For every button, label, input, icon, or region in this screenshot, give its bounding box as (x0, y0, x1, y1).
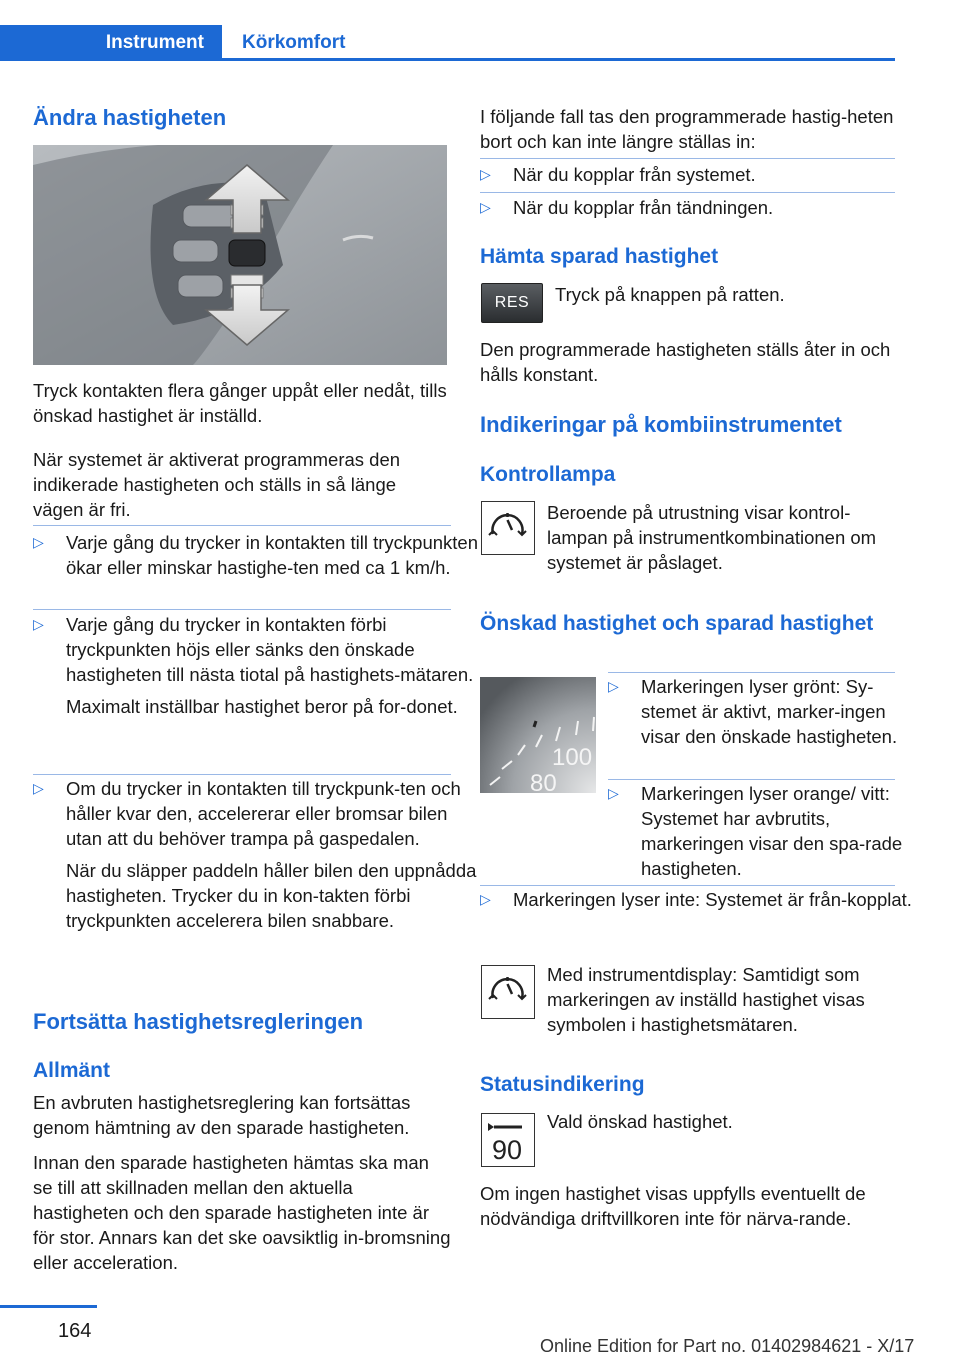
list-item (33, 612, 484, 719)
divider (33, 609, 451, 610)
divider (33, 774, 451, 775)
list-item (480, 162, 928, 187)
text-general: En avbruten hastighetsreglering kan fortsättas genom hämtning av den sparade hastigheten. (33, 1092, 411, 1138)
list-item (480, 887, 928, 912)
heading-continue: Fortsätta hastighetsregleringen (33, 1009, 364, 1034)
list-item-text: Varje gång du trycker in kontakten förbi tryckpunkten höjs eller sänks den önskade hastigheten till nästa tiotal på hastighets-mätaren. (66, 614, 474, 685)
text-restored: Den programmerade hastigheten ställs åter in och hålls konstant. (480, 339, 891, 385)
bullet-triangle-icon: ▷ (33, 534, 44, 550)
gauge-label-80: 80 (530, 770, 557, 793)
divider (608, 672, 895, 673)
list-item (33, 530, 484, 580)
res-button-icon (481, 283, 543, 323)
list-item (33, 776, 484, 933)
footer-edition: Online Edition for Part no. 01402984621 - X/17 (540, 1336, 915, 1356)
text-press-rocker: Tryck kontakten flera gånger uppåt eller nedåt, tills önskad hastighet är inställd. (33, 380, 447, 426)
heading-change-speed: Ändra hastigheten (33, 105, 227, 130)
list-item-text: Markeringen lyser grönt: Sy-stemet är aktivt, marker-ingen visar den önskade hastigheten. (641, 676, 898, 747)
heading-control-lamp: Kontrollampa (480, 463, 616, 486)
divider (480, 885, 895, 886)
bullet-triangle-icon: ▷ (33, 616, 44, 632)
tab-instrument[interactable]: Instrument (0, 25, 222, 61)
header-rule (222, 58, 895, 61)
status-speed-value: 90 (491, 1135, 523, 1165)
text-display: Med instrumentdisplay: Samtidigt som markeringen av inställd hastighet visas symbolen i hastighetsmätaren. (547, 964, 865, 1035)
cruise-control-lamp-icon (481, 501, 535, 555)
gauge-label-100: 100 (552, 744, 593, 771)
page-number: 164 (58, 1320, 92, 1342)
heading-resume: Hämta sparad hastighet (480, 245, 719, 268)
list-item (608, 674, 928, 749)
text-press-button: Tryck på knappen på ratten. (555, 284, 785, 305)
divider (608, 779, 895, 780)
text-status: Vald önskad hastighet. (547, 1111, 733, 1132)
heading-indicators: Indikeringar på kombiinstrumentet (480, 412, 842, 437)
list-item (608, 781, 928, 881)
heading-general: Allmänt (33, 1059, 111, 1082)
divider (480, 192, 895, 193)
list-item (480, 195, 928, 220)
list-item-subtext: När du släpper paddeln håller bilen den uppnådda hastigheten. Trycker du in kon-takten förbi tryckpunkten accelerera bilen snabbare. (66, 860, 477, 931)
list-item-text: Om du trycker in kontakten till tryckpunk-ten och håller kvar den, accelererar eller bromsar bilen utan att du behöver trampa på gaspedalen. (66, 778, 461, 849)
divider (480, 158, 895, 159)
tab-korkomfort[interactable]: Körkomfort (242, 32, 346, 53)
text-lamp: Beroende på utrustning visar kontrol-lampan på instrumentkombinationen om systemet är påslaget. (547, 502, 877, 573)
bullet-triangle-icon: ▷ (480, 166, 491, 182)
bullet-triangle-icon: ▷ (480, 199, 491, 215)
status-speed-icon (481, 1113, 535, 1167)
header-tabs (0, 25, 895, 61)
list-item-text: Markeringen lyser inte: Systemet är från-kopplat. (513, 889, 912, 910)
bullet-triangle-icon: ▷ (608, 785, 619, 801)
list-item-text: Varje gång du trycker in kontakten till tryckpunkten ökar eller minskar hastighe-ten med ca 1 km/h. (66, 532, 479, 578)
bullet-triangle-icon: ▷ (608, 678, 619, 694)
footer-rule (0, 1305, 97, 1308)
text-system-active: När systemet är aktiverat programmeras den indikerade hastigheten och ställs in så länge vägen är fri. (33, 449, 401, 520)
list-item-text: Markeringen lyser orange/ vitt: Systemet har avbrutits, markeringen visar den spa-rade hastigheten. (641, 783, 903, 879)
bullet-triangle-icon: ▷ (33, 780, 44, 796)
list-item-text: När du kopplar från systemet. (513, 164, 756, 185)
steering-wheel-image (33, 145, 447, 365)
divider (33, 525, 451, 526)
bullet-triangle-icon: ▷ (480, 891, 491, 907)
list-item-text: När du kopplar från tändningen. (513, 197, 774, 218)
heading-desired-speed: Önskad hastighet och sparad hastighet (480, 612, 874, 635)
list-item-subtext: Maximalt inställbar hastighet beror på for-donet. (66, 696, 458, 717)
text-before-resume: Innan den sparade hastigheten hämtas ska man se till att skillnaden mellan den aktuella hastigheten och den sparade hastigheten inte är för stor. Annars kan det ske oavsiktlig in-bromsning eller acceleration. (33, 1152, 451, 1273)
heading-status: Statusindikering (480, 1073, 645, 1096)
text-cases: I följande fall tas den programmerade hastig-heten bort och kan inte längre ställas in: (480, 106, 894, 152)
text-no-speed: Om ingen hastighet visas uppfylls eventuellt de nödvändiga driftvillkoren inte för närva-rande. (480, 1183, 866, 1229)
cruise-control-display-icon (481, 965, 535, 1019)
speedometer-image (480, 677, 596, 793)
res-button-label: RES (494, 294, 530, 311)
